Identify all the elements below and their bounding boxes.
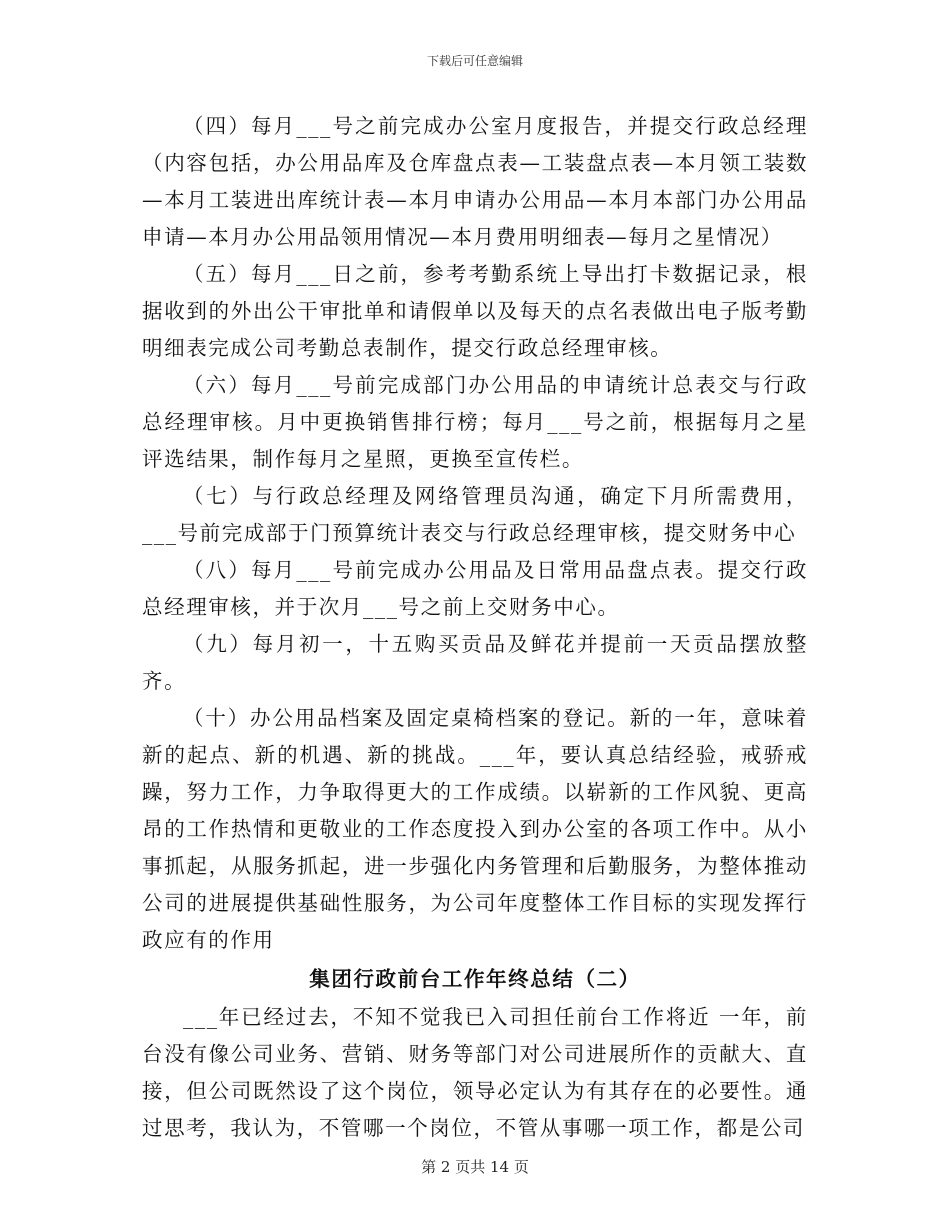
page-header: 下载后可任意编辑 (426, 54, 523, 68)
paragraph-item-6: （六）每月___号前完成部门办公用品的申请统计总表交与行政总经理审核。月中更换销售排行榜；每月___号之前，根据每月之星评选结果，制作每月之星照，更换至宣传栏。 (142, 373, 808, 471)
paragraph-item-9: （九）每月初一，十五购买贡品及鲜花并提前一天贡品摆放整齐。 (142, 632, 808, 693)
paragraph-item-10: （十）办公用品档案及固定桌椅档案的登记。新的一年，意味着新的起点、新的机遇、新的挑战。___年，要认真总结经验，戒骄戒躁，努力工作，力争取得更大的工作成绩。以崭新的工作风貌、更高昂的工作热情和更敬业的工作态度投入到办公室的各项工作中。从小事抓起，从服务抓起，进一步强化内务管理和后勤服务，为整体推动公司的进展提供基础性服务，为公司年度整体工作目标的实现发挥行政应有的作用 (142, 706, 808, 952)
page-footer: 第 2 页共 14 页 (421, 1158, 529, 1176)
section-title: 集团行政前台工作年终总结（二） (309, 967, 641, 991)
paragraph-item-7: （七）与行政总经理及网络管理员沟通，确定下月所需费用，___号前完成部于门预算统计表交与行政总经理审核，提交财务中心 (142, 484, 808, 545)
paragraph-item-5: （五）每月___日之前，参考考勤系统上导出打卡数据记录，根据收到的外出公干审批单和请假单以及每天的点名表做出电子版考勤明细表完成公司考勤总表制作，提交行政总经理审核。 (142, 262, 808, 360)
paragraph-item-4: （四）每月___号之前完成办公室月度报告，并提交行政总经理（内容包括，办公用品库及仓库盘点表—工装盘点表—本月领工装数—本月工装进出库统计表—本月申请办公用品—本月本部门办公用品申请—本月办公用品领用情况—本月费用明细表—每月之星情况） (142, 114, 808, 249)
document-body (142, 108, 808, 1147)
section-paragraph: ___年已经过去，不知不觉我已入司担任前台工作将近 一年，前台没有像公司业务、营销、财务等部门对公司进展所作的贡献大、直接，但公司既然设了这个岗位，领导必定认为有其存在的必要性。通过思考，我认为，不管哪一个岗位，不管从事哪一项工作，都是公司 (142, 1005, 808, 1140)
paragraph-item-8: （八）每月___号前完成办公用品及日常用品盘点表。提交行政总经理审核，并于次月___号之前上交财务中心。 (142, 558, 808, 619)
